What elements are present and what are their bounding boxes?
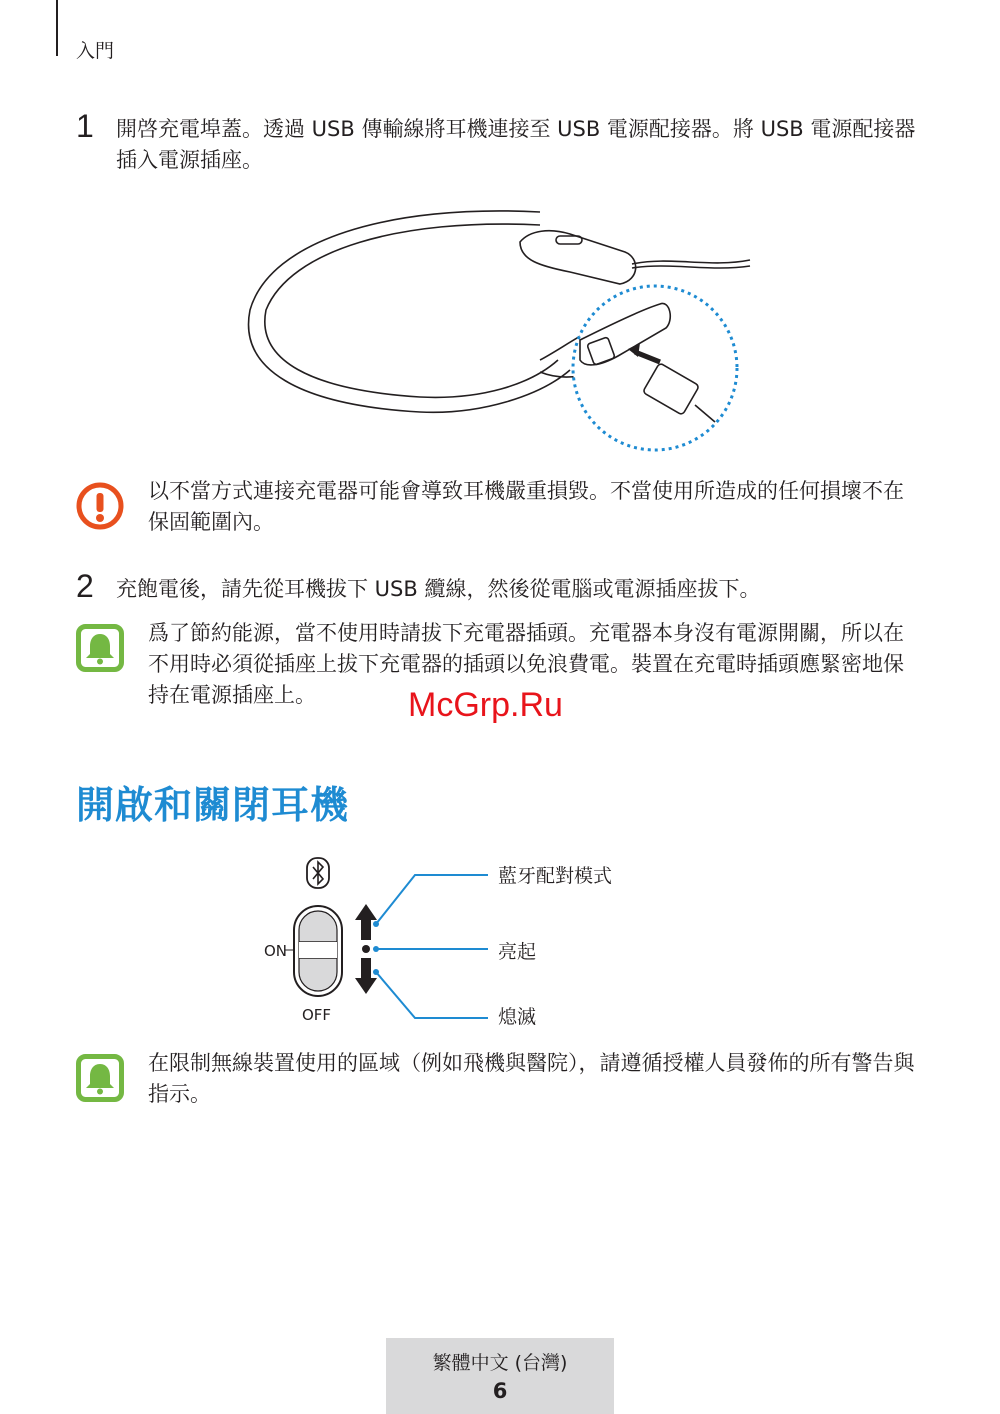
side-rule	[56, 0, 58, 56]
caution-icon	[76, 482, 124, 530]
caution-note	[76, 476, 924, 538]
center-dot-icon	[362, 945, 370, 953]
bluetooth-icon	[307, 858, 329, 888]
section-title: 開啟和關閉耳機	[76, 783, 350, 827]
tip-text: 在限制無線裝置使用的區域（例如飛機與醫院），請遵循授權人員發佈的所有警告與指示。	[148, 1051, 915, 1106]
down-arrow-icon	[355, 958, 377, 994]
page-footer	[386, 1338, 614, 1414]
tip-note-restricted	[76, 1048, 924, 1110]
page-number: 6	[492, 1379, 508, 1403]
slide-switch	[294, 906, 342, 996]
step-text: 充飽電後，請先從耳機拔下 USB 纜線，然後從電腦或電源插座拔下。	[116, 577, 761, 601]
on-label: ON	[264, 942, 288, 960]
bell-icon	[76, 624, 124, 672]
footer-language: 繁體中文 (台灣)	[432, 1352, 568, 1374]
callout-off: 熄滅	[498, 1006, 537, 1028]
section-label: 入門	[76, 40, 115, 62]
charging-illustration	[240, 200, 760, 460]
step-text: 開啓充電埠蓋。透過 USB 傳輸線將耳機連接至 USB 電源配接器。將 USB 電源配接器插入電源插座。	[116, 117, 916, 172]
step-number: 2	[76, 568, 94, 604]
step-2	[76, 568, 924, 605]
up-arrow-icon	[355, 904, 377, 940]
callout-on: 亮起	[498, 941, 537, 963]
step-1	[76, 108, 924, 176]
off-label: OFF	[302, 1006, 332, 1024]
bell-icon	[76, 1054, 124, 1102]
watermark: McGrp.Ru	[408, 686, 563, 724]
caution-text: 以不當方式連接充電器可能會導致耳機嚴重損毀。不當使用所造成的任何損壞不在保固範圍內。	[148, 479, 904, 534]
step-number: 1	[76, 108, 94, 144]
callout-pairing: 藍牙配對模式	[498, 865, 613, 887]
tip-text: 爲了節約能源，當不使用時請拔下充電器插頭。充電器本身沒有電源開關，所以在不用時必須從插座上拔下充電器的插頭以免浪費電。裝置在充電時插頭應緊密地保持在電源插座上。	[148, 621, 904, 707]
power-switch-diagram	[250, 854, 650, 1034]
